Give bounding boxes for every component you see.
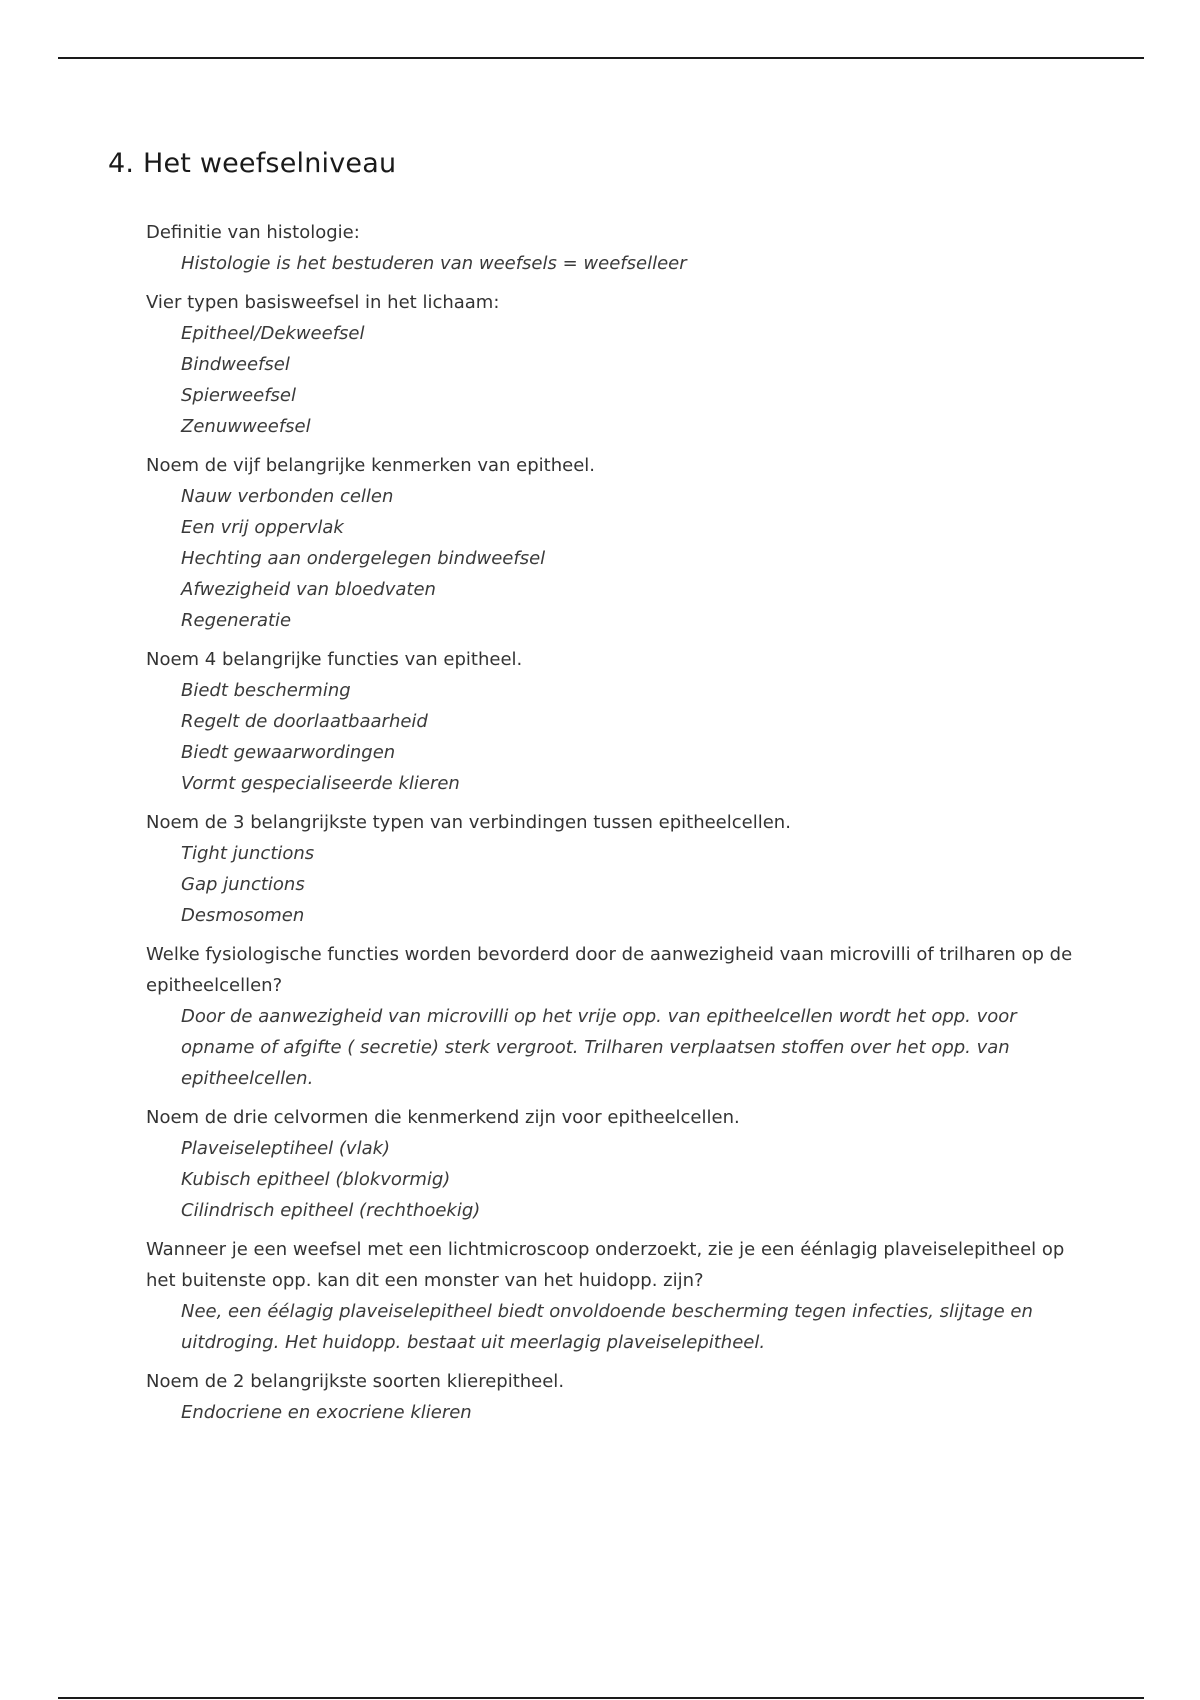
question: Vier typen basisweefsel in het lichaam: (146, 292, 500, 313)
answer-list (146, 248, 1086, 279)
qa-section (146, 217, 1086, 279)
answer: Gap junctions (181, 874, 305, 895)
qa-section (146, 1366, 1086, 1428)
question: Wanneer je een weefsel met een lichtmicroscoop onderzoekt, zie je een éénlagig plaveiselepitheel op het buitenste opp. kan dit een monster van het huidopp. zijn? (146, 1239, 1065, 1291)
answer-list (146, 481, 1086, 636)
answer: Tight junctions (181, 843, 315, 864)
header-rule (58, 57, 1144, 59)
answer: Spierweefsel (181, 385, 296, 406)
answer: Vormt gespecialiseerde klieren (181, 773, 460, 794)
answer: Plaveiseleptiheel (vlak) (181, 1138, 391, 1159)
footer-rule (58, 1697, 1144, 1699)
answer: Epitheel/Dekweefsel (181, 323, 365, 344)
qa-section (146, 287, 1086, 442)
answer: Afwezigheid van bloedvaten (181, 579, 436, 600)
qa-section (146, 939, 1086, 1094)
answer: Kubisch epitheel (blokvormig) (181, 1169, 451, 1190)
answer: Nauw verbonden cellen (181, 486, 394, 507)
qa-section (146, 644, 1086, 799)
answer: Bindweefsel (181, 354, 290, 375)
answer-list (146, 1001, 1086, 1094)
question: Noem de 2 belangrijkste soorten klierepitheel. (146, 1371, 565, 1392)
answer: Hechting aan ondergelegen bindweefsel (181, 548, 546, 569)
answer: Desmosomen (181, 905, 305, 926)
answer-list (146, 1397, 1086, 1428)
qa-section (146, 1234, 1086, 1358)
answer-list (146, 675, 1086, 799)
qa-section (146, 450, 1086, 636)
answer: Zenuwweefsel (181, 416, 311, 437)
answer: Regelt de doorlaatbaarheid (181, 711, 428, 732)
answer: Biedt bescherming (181, 680, 351, 701)
answer: Biedt gewaarwordingen (181, 742, 396, 763)
question: Noem de 3 belangrijkste typen van verbindingen tussen epitheelcellen. (146, 812, 791, 833)
question: Welke fysiologische functies worden bevorderd door de aanwezigheid vaan microvilli of trilharen op de epitheelcellen? (146, 944, 1073, 996)
answer-list (146, 1133, 1086, 1226)
answer-list (146, 318, 1086, 442)
answer: Regeneratie (181, 610, 292, 631)
answer: Nee, een éélagig plaveiselepitheel biedt onvoldoende bescherming tegen infecties, slijtage en uitdroging. Het huidopp. bestaat uit meerlagig plaveiselepitheel. (181, 1301, 1033, 1353)
qa-section (146, 807, 1086, 931)
question: Noem de vijf belangrijke kenmerken van epitheel. (146, 455, 595, 476)
page-title: 4. Het weefselniveau (108, 148, 397, 179)
qa-section (146, 1102, 1086, 1226)
question: Noem de drie celvormen die kenmerkend zijn voor epitheelcellen. (146, 1107, 740, 1128)
answer-list (146, 838, 1086, 931)
question: Definitie van histologie: (146, 222, 360, 243)
question: Noem 4 belangrijke functies van epitheel. (146, 649, 523, 670)
answer: Door de aanwezigheid van microvilli op het vrije opp. van epitheelcellen wordt het opp. voor opname of afgifte ( secretie) sterk vergroot. Trilharen verplaatsen stoffen over het opp. van epitheelcellen. (181, 1006, 1017, 1089)
answer: Cilindrisch epitheel (rechthoekig) (181, 1200, 481, 1221)
answer: Een vrij oppervlak (181, 517, 344, 538)
answer: Histologie is het bestuderen van weefsels = weefselleer (181, 253, 687, 274)
document-body (146, 217, 1086, 1436)
answer: Endocriene en exocriene klieren (181, 1402, 472, 1423)
answer-list (146, 1296, 1086, 1358)
